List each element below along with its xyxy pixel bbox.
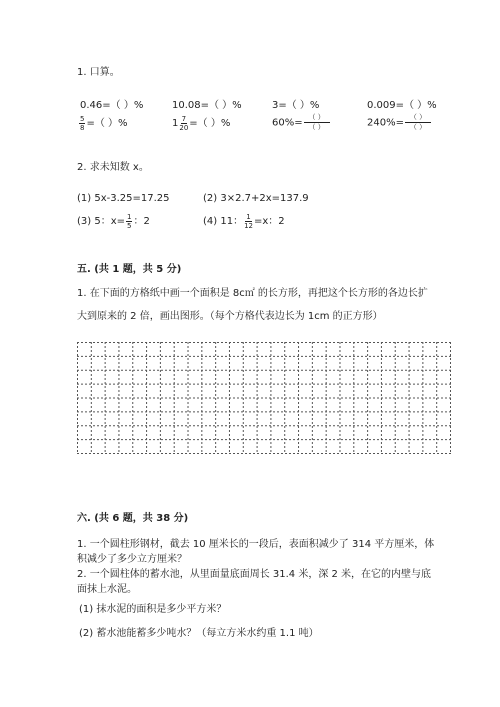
mental-calc-item: 60%= （ ） （ ） [272,114,331,131]
mental-calc-item: 10.08=（ ）% [172,100,242,111]
question-text: 积减少了多少立方厘米？ [77,554,187,565]
mental-calc-item: 1 $\frac{7}{20}$ =（ ）% [172,114,231,132]
mental-calc-item: 240%= （ ） （ ） [367,114,432,131]
section-5-heading: 五. (共 1 题，共 5 分) [77,264,182,275]
mental-calc-item: 0.009=（ ）% [367,100,437,111]
fraction: $\frac{5}{8}$ [80,114,85,132]
blank-fraction: （ ） （ ） [304,114,330,131]
mental-calc-item: 0.46=（ ）% [80,100,144,111]
grid-paper[interactable] [77,342,451,454]
fraction: $\frac{1}{12}$ [244,212,253,230]
question-text: 大到原来的 2 倍，画出图形。（每个方格代表边长为 1cm 的正方形） [77,311,383,322]
sub-question: (1) 抹水泥的面积是多少平方米？ [79,604,227,615]
question-text: 1. 一个圆柱形钢材，截去 10 厘米长的一段后，表面积减少了 314 平方厘米，体 [77,539,435,550]
section-6-heading: 六. (共 6 题，共 38 分) [77,513,189,524]
equation: (3) 5：x= $\frac{1}{5}$ ：2 [77,212,150,230]
equation: (4) 11： $\frac{1}{12}$ =x：2 [203,212,285,230]
fraction: $\frac{7}{20}$ [179,114,189,132]
grid-lines [77,342,451,454]
mental-calc-item: 3=（ ）% [272,100,320,111]
section-1-title: 1. 口算。 [77,67,120,78]
equation: (2) 3×2.7+2x=137.9 [203,193,309,204]
sub-question: (2) 蓄水池能蓄多少吨水？（每立方米水约重 1.1 吨） [79,628,319,639]
fraction: $\frac{1}{5}$ [127,212,132,230]
question-text: 面抹上水泥。 [77,584,137,595]
question-text: 1. 在下面的方格纸中画一个面积是 8c㎡ 的长方形，再把这个长方形的各边长扩 [77,288,428,299]
section-2-title: 2. 求未知数 x。 [77,162,149,173]
blank-fraction: （ ） （ ） [405,114,431,131]
mental-calc-item: $\frac{5}{8}$ =（ ）% [80,114,128,132]
question-text: 2. 一个圆柱体的蓄水池，从里面量底面周长 31.4 米，深 2 米，在它的内壁与底 [77,569,432,580]
equation: (1) 5x-3.25=17.25 [77,193,170,204]
